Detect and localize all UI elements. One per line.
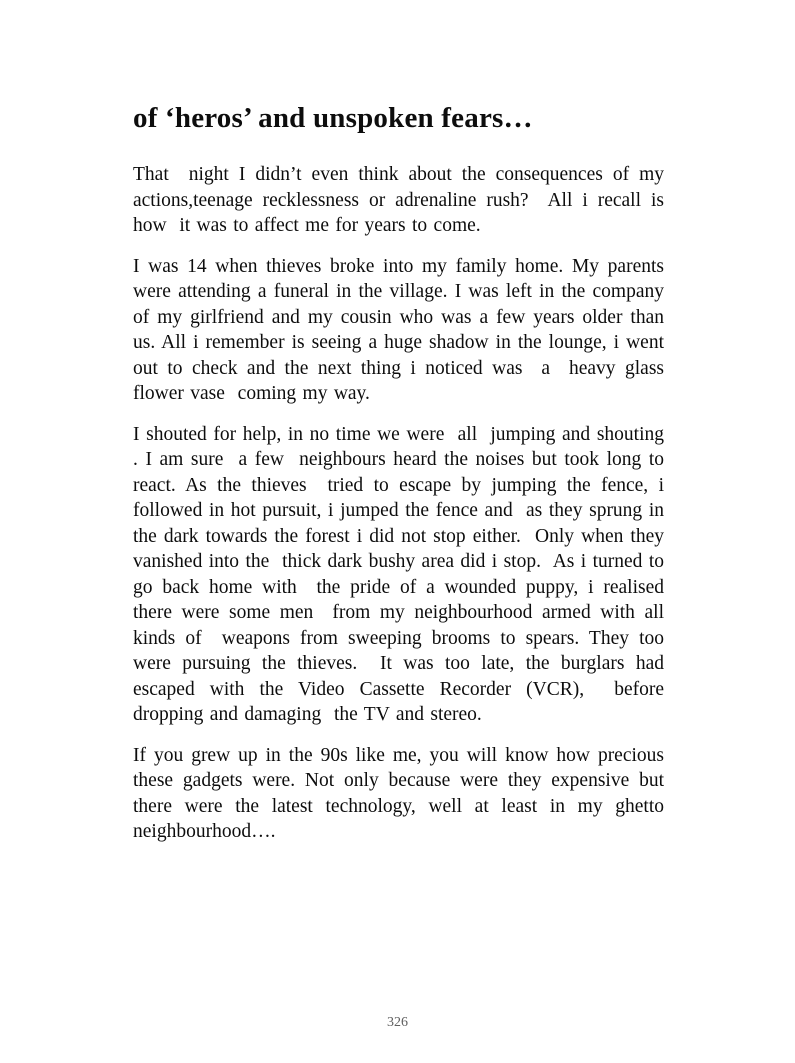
page-number: 326 [387,1015,408,1030]
paragraph: I was 14 when thieves broke into my family home. My parents were attending a funeral in the village. I was left in the company of my girlfriend and my cousin who was a few years older than us. All i remember is seeing a huge shadow in the lounge, i went out to check and the next thing i noticed was a heavy glass flower vase coming my way. [133,255,677,405]
text-column [133,100,677,860]
paragraph: If you grew up in the 90s like me, you will know how precious these gadgets were. Not only because were they expensive but there were the latest technology, well at least in my ghetto neighbourhood…. [133,744,671,843]
paragraph: That night I didn’t even think about the consequences of my actions,teenage recklessness or adrenaline rush? All i recall is how it was to affect me for years to come. [133,164,671,237]
paragraph: I shouted for help, in no time we were all jumping and shouting . I am sure a few neighbours heard the noises but took long to react. As the thieves tried to escape by jumping the fence, i followed in hot pursuit, i jumped the fence and as they sprung in the dark towards the forest i did not stop either. Only when they vanished into the thick dark bushy area did i stop. As i turned to go back home with the pride of a wounded puppy, i realised there were some men from my neighbourhood armed with all kinds of weapons from sweeping brooms to spears. They too were pursuing the thieves. It was too late, the burglars had escaped with the Video Cassette Recorder (VCR), before dropping and damaging the TV and stereo. [133,423,671,726]
chapter-title: of ‘heros’ and unspoken fears… [133,102,533,134]
